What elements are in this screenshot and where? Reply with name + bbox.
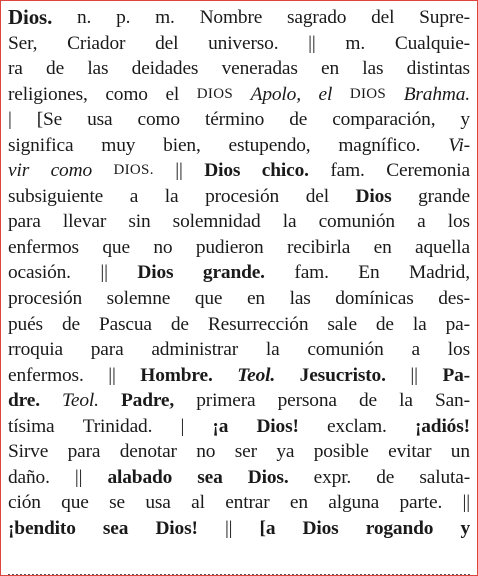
entry-word: la (164, 185, 179, 207)
entry-word: ción (8, 492, 41, 514)
entry-word: sea (102, 517, 129, 539)
entry-word: muy (101, 134, 136, 156)
entry-word: Ser, (8, 32, 38, 54)
entry-word: que (102, 236, 130, 258)
entry-word: la (399, 390, 413, 412)
entry-word: entrar (225, 492, 270, 514)
entry-word: de (46, 58, 65, 80)
entry-word: la (412, 313, 427, 335)
entry-word: Dios. (247, 466, 289, 488)
entry-word: subsiguiente (8, 185, 104, 207)
entry-word: primera (196, 390, 256, 412)
entry-line (8, 465, 470, 491)
entry-word: término (204, 109, 265, 131)
entry-word: rogando (365, 517, 434, 539)
entry-word: Dios (302, 517, 339, 539)
entry-word: grande (418, 185, 470, 207)
entry-word: ser (234, 441, 257, 463)
entry-word: como (50, 160, 92, 182)
entry-word: rroquia (8, 339, 63, 361)
entry-word: en (321, 58, 340, 80)
entry-word: usa (87, 109, 113, 131)
entry-word: solemne (106, 288, 171, 310)
entry-word: domínicas (335, 288, 414, 310)
entry-word: no (153, 236, 173, 258)
entry-word: Dios! (155, 517, 198, 539)
entry-line (8, 516, 470, 542)
entry-word: para (90, 339, 124, 361)
entry-word: el (165, 83, 180, 105)
entry-word: exclam. (326, 415, 387, 437)
entry-word: se (109, 492, 125, 514)
entry-word: des- (438, 288, 470, 310)
entry-word: del (371, 7, 395, 28)
entry-word: ¡a (212, 415, 229, 437)
entry-word: a (417, 211, 426, 233)
entry-word: magnífico. (338, 134, 421, 156)
entry-word: || (410, 364, 418, 386)
entry-line (8, 286, 470, 312)
entry-word: que (61, 492, 89, 514)
entry-word: Resurrección (207, 313, 309, 335)
entry-word: para (8, 211, 41, 233)
entry-word: pudieron (195, 236, 264, 258)
entry-word: Dios (355, 185, 392, 207)
entry-word: no (196, 441, 216, 463)
entry-word: del (305, 185, 329, 207)
headword: Dios. (8, 5, 53, 29)
entry-line (8, 82, 470, 108)
entry-word: la (265, 339, 280, 361)
entry-word: n. (77, 7, 92, 28)
entry-word: San- (434, 390, 470, 412)
entry-word: posible (313, 441, 369, 463)
entry-line (8, 31, 470, 57)
entry-word: comparación, (332, 109, 436, 131)
entry-word: DIOS. (113, 162, 154, 179)
entry-line (8, 5, 470, 31)
entry-word: los (447, 339, 470, 361)
entry-word: las (87, 58, 109, 80)
entry-word: Criador (67, 32, 126, 54)
entry-word: p. (116, 7, 131, 28)
entry-word: fam. (330, 160, 365, 182)
entry-word: administrar (151, 339, 239, 361)
entry-line (8, 133, 470, 159)
entry-word: Teol. (62, 390, 99, 412)
entry-word: evitar (388, 441, 432, 463)
entry-word: como (137, 109, 180, 131)
entry-word: en (246, 288, 265, 310)
entry-word: Apolo, (250, 83, 301, 105)
entry-word: || (108, 364, 116, 386)
entry-line (8, 235, 470, 261)
entry-line (8, 337, 470, 363)
entry-word: solemnidad (172, 211, 261, 233)
entry-word: Vi- (448, 134, 470, 156)
entry-word: dre. (8, 390, 40, 412)
entry-word: las (362, 58, 384, 80)
entry-word: de (376, 466, 395, 488)
entry-word: chico. (261, 160, 309, 182)
entry-word: deidades (131, 58, 199, 80)
entry-word: recibirla (286, 236, 351, 258)
entry-word: parte. (399, 492, 443, 514)
entry-word: Pascua (98, 313, 152, 335)
entry-word: que (194, 288, 223, 310)
entry-word: los (447, 211, 470, 233)
entry-word: || (74, 466, 83, 488)
entry-word: ¡adiós! (414, 415, 470, 437)
entry-word: un (450, 441, 470, 463)
dictionary-entry-dios (8, 5, 470, 541)
entry-word: comunión (307, 339, 384, 361)
entry-line (8, 56, 470, 82)
entry-word: al (191, 492, 205, 514)
entry-word: | (8, 109, 12, 131)
entry-line (8, 107, 470, 133)
entry-word: el (318, 83, 333, 105)
entry-word: estupendo, (228, 134, 311, 156)
entry-word: a (411, 339, 420, 361)
entry-line (8, 439, 470, 465)
entry-word: del (155, 32, 179, 54)
entry-line (8, 312, 470, 338)
entry-word: Trinidad. (82, 415, 153, 437)
entry-line (8, 490, 470, 516)
entry-line (8, 260, 470, 286)
entry-word: llevar (62, 211, 107, 233)
entry-word: y (460, 517, 470, 539)
entry-word: expr. (313, 466, 352, 488)
entry-word: ocasión. (8, 262, 71, 284)
entry-word: Ceremonia (386, 160, 470, 182)
entry-word: Brahma. (403, 83, 470, 105)
entry-cut-off-line (8, 561, 470, 576)
entry-line (8, 414, 470, 440)
entry-word: [Se (36, 109, 63, 131)
entry-word: || (224, 517, 233, 539)
entry-word: sin (128, 211, 151, 233)
entry-word: || (462, 492, 470, 514)
entry-word: [a (259, 517, 276, 539)
entry-word: procesión (8, 288, 83, 310)
entry-word: ¡bendito (8, 517, 76, 539)
entry-word: para (67, 441, 101, 463)
entry-word: como (105, 83, 148, 105)
entry-word: tísima (8, 415, 55, 437)
entry-word: enfermos (8, 236, 79, 258)
entry-word: denotar (119, 441, 177, 463)
entry-word: m. (345, 32, 366, 54)
entry-word: alguna (328, 492, 380, 514)
entry-word: ra (8, 58, 23, 80)
entry-line (8, 158, 470, 184)
entry-word: persona (277, 390, 337, 412)
entry-word: significa (8, 134, 74, 156)
entry-word: Jesucristo. (299, 364, 386, 386)
entry-word: Teol. (237, 364, 276, 386)
entry-word: || (175, 160, 183, 182)
entry-word: las (289, 288, 311, 310)
entry-word: ya (276, 441, 295, 463)
entry-word: Madrid, (409, 262, 470, 284)
entry-word: grande. (202, 262, 265, 284)
entry-word: Dios! (256, 415, 299, 437)
entry-word: enfermos. (8, 364, 84, 386)
entry-word: a (129, 185, 139, 207)
entry-word: Supre- (419, 7, 470, 28)
entry-word: bien, (163, 134, 201, 156)
entry-word: pa- (445, 313, 470, 335)
entry-word: Dios (204, 160, 241, 182)
entry-word: de (289, 109, 308, 131)
entry-line (8, 363, 470, 389)
entry-word: aquella (415, 236, 470, 258)
entry-word: universo. (208, 32, 279, 54)
entry-word: Dios (137, 262, 174, 284)
entry-word: procesión (205, 185, 280, 207)
entry-word: comunión (318, 211, 395, 233)
entry-word: de (61, 313, 80, 335)
entry-word: la (282, 211, 297, 233)
entry-word: vir (8, 160, 30, 182)
entry-word: de (375, 313, 394, 335)
entry-word: de (358, 390, 377, 412)
entry-word: sea (197, 466, 223, 488)
entry-word: fam. (294, 262, 329, 284)
entry-word: Hombre. (140, 364, 213, 386)
entry-word: m. (155, 7, 175, 28)
entry-line (8, 209, 470, 235)
entry-line (8, 184, 470, 210)
entry-word: religiones, (8, 83, 88, 105)
entry-word: de (170, 313, 189, 335)
entry-word: || (100, 262, 108, 284)
entry-word: sagrado (287, 7, 347, 28)
entry-word: || (308, 32, 316, 54)
entry-word: daño. (8, 466, 50, 488)
entry-word: usa (145, 492, 171, 514)
entry-word: y (460, 109, 470, 131)
entry-line (8, 388, 470, 414)
entry-word: Sirve (8, 441, 49, 463)
entry-word: en (289, 492, 308, 514)
entry-word: sale (327, 313, 357, 335)
entry-word: Pa- (442, 364, 470, 386)
entry-word: saluta- (419, 466, 470, 488)
entry-word: DIOS (196, 85, 233, 102)
entry-word: Cualquie- (394, 32, 470, 54)
entry-word: en (373, 236, 392, 258)
entry-word: | (180, 415, 185, 437)
entry-word: alabado (107, 466, 173, 488)
entry-word: distintas (406, 58, 470, 80)
entry-word: Nombre (199, 7, 263, 28)
entry-word: pués (8, 313, 43, 335)
entry-word: Padre, (120, 390, 175, 412)
entry-word: veneradas (221, 58, 298, 80)
entry-word: DIOS (349, 85, 387, 102)
entry-word: En (358, 262, 380, 284)
